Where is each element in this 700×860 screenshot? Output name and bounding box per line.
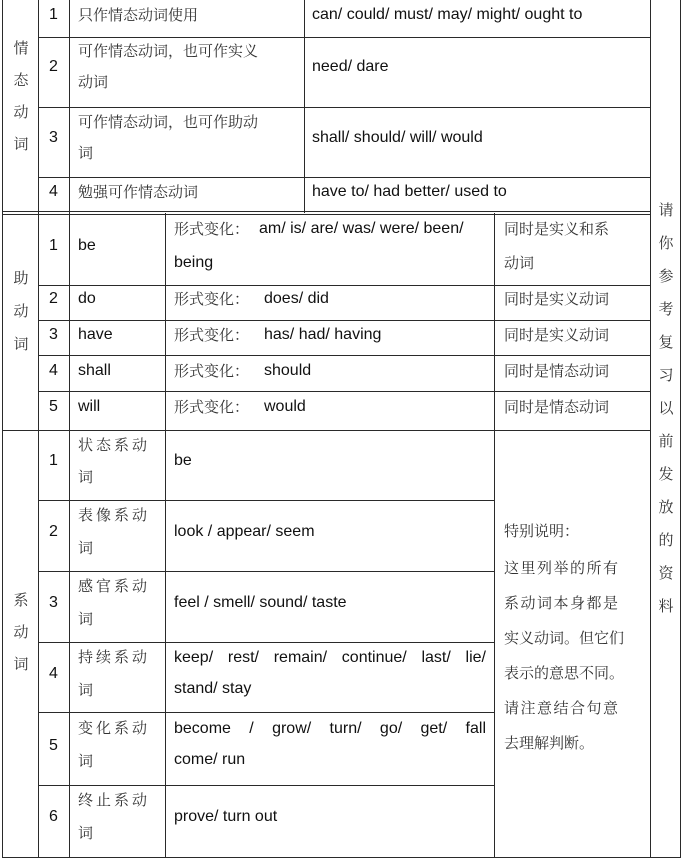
aux-forms: has/ had/ having <box>264 326 382 343</box>
vertical-char: 发 <box>658 465 674 483</box>
table-border <box>38 37 651 38</box>
vertical-char: 情 <box>13 39 29 57</box>
aux-word: shall <box>78 362 111 379</box>
vertical-char: 态 <box>13 71 29 89</box>
vertical-char: 系 <box>13 591 29 609</box>
aux-note: 动词 <box>504 254 535 272</box>
aux-note: 同时是情态动词 <box>504 362 610 380</box>
row-number: 4 <box>49 665 58 682</box>
row-number: 6 <box>49 808 58 825</box>
link-type: 词 <box>78 539 94 557</box>
link-words: prove/ turn out <box>174 808 278 825</box>
link-words: come/ run <box>174 751 246 768</box>
vertical-char: 参 <box>658 267 674 285</box>
link-type: 持续系动 <box>78 648 151 666</box>
special-note-line: 表示的意思不同。 <box>504 664 625 682</box>
link-type: 词 <box>78 752 94 770</box>
special-note-line: 这里列举的所有 <box>504 559 620 577</box>
special-note-title: 特别说明： <box>504 522 580 540</box>
table-border <box>38 285 651 286</box>
table-border <box>38 0 39 858</box>
link-type: 词 <box>78 468 94 486</box>
modal-desc: 词 <box>78 144 94 162</box>
row-number: 5 <box>49 737 58 754</box>
aux-forms: does/ did <box>264 290 329 307</box>
link-type: 感官系动 <box>78 577 151 595</box>
link-type: 词 <box>78 824 94 842</box>
vertical-char: 动 <box>13 103 29 121</box>
table-border <box>38 177 651 178</box>
vertical-char: 词 <box>13 135 29 153</box>
vertical-char: 助 <box>13 269 29 287</box>
link-type: 词 <box>78 681 94 699</box>
vertical-char: 的 <box>658 531 674 549</box>
row-number: 3 <box>49 129 58 146</box>
row-number: 2 <box>49 58 58 75</box>
aux-form-prefix: 形式变化： <box>174 398 250 416</box>
vertical-char: 动 <box>13 623 29 641</box>
table-border <box>2 214 651 215</box>
aux-note: 同时是实义和系 <box>504 220 610 238</box>
link-words: look / appear/ seem <box>174 523 315 540</box>
aux-forms: being <box>174 254 214 271</box>
row-number: 5 <box>49 398 58 415</box>
vertical-char: 词 <box>13 335 29 353</box>
special-note-line: 去理解判断。 <box>504 734 595 752</box>
vertical-char: 资 <box>658 564 674 582</box>
link-type: 状态系动 <box>78 436 151 454</box>
aux-forms: would <box>264 398 306 415</box>
special-note-line: 请注意结合句意 <box>504 699 620 717</box>
aux-forms: am/ is/ are/ was/ were/ been/ <box>259 220 464 237</box>
modal-desc: 可作情态动词，也可作实义 <box>78 42 259 60</box>
link-words: stand/ stay <box>174 680 252 697</box>
vertical-char: 动 <box>13 302 29 320</box>
row-number: 2 <box>49 290 58 307</box>
table-border <box>38 391 651 392</box>
link-words: keep/ rest/ remain/ continue/ last/ lie/ <box>174 649 486 666</box>
vertical-char: 复 <box>658 333 674 351</box>
aux-word: have <box>78 326 113 343</box>
link-words: be <box>174 452 192 469</box>
link-type: 终止系动 <box>78 791 151 809</box>
table-border <box>2 0 3 858</box>
row-number: 1 <box>49 237 58 254</box>
aux-form-prefix: 形式变化： <box>174 326 250 344</box>
row-number: 1 <box>49 452 58 469</box>
vertical-char: 习 <box>658 366 674 384</box>
row-number: 4 <box>49 362 58 379</box>
table-border <box>165 213 166 858</box>
aux-word: will <box>78 398 101 415</box>
table-border <box>38 642 495 643</box>
aux-form-prefix: 形式变化： <box>174 290 250 308</box>
aux-forms: should <box>264 362 312 379</box>
modal-desc: 动词 <box>78 73 109 91</box>
table-border <box>38 571 495 572</box>
table-border <box>38 712 495 713</box>
link-type: 词 <box>78 610 94 628</box>
group-label-linking <box>6 590 36 674</box>
table-border <box>38 107 651 108</box>
modal-words: can/ could/ must/ may/ might/ ought to <box>312 6 583 23</box>
side-note <box>652 200 680 616</box>
row-number: 3 <box>49 326 58 343</box>
aux-note: 同时是实义动词 <box>504 290 610 308</box>
modal-words: shall/ should/ will/ would <box>312 129 483 146</box>
link-type: 表像系动 <box>78 506 151 524</box>
table-border <box>38 500 495 501</box>
table-border <box>38 355 651 356</box>
group-label-modal <box>6 38 36 154</box>
vertical-char: 考 <box>658 300 674 318</box>
table-border <box>2 430 651 431</box>
group-label-auxiliary <box>6 268 36 354</box>
aux-note: 同时是情态动词 <box>504 398 610 416</box>
table-border <box>69 0 70 858</box>
aux-form-prefix: 形式变化： <box>174 362 250 380</box>
modal-words: have to/ had better/ used to <box>312 183 507 200</box>
table-border <box>2 211 651 212</box>
table-border <box>38 320 651 321</box>
row-number: 4 <box>49 183 58 200</box>
table-border <box>650 0 651 858</box>
special-note-line: 系动词本身都是 <box>504 594 620 612</box>
table-border <box>494 213 495 858</box>
modal-desc: 可作情态动词，也可作助动 <box>78 113 259 131</box>
link-words: become / grow/ turn/ go/ get/ fall <box>174 720 486 737</box>
link-words: feel / smell/ sound/ taste <box>174 594 347 611</box>
vertical-char: 料 <box>658 597 674 615</box>
aux-form-prefix: 形式变化： <box>174 220 250 238</box>
vertical-char: 词 <box>13 655 29 673</box>
vertical-char: 你 <box>658 234 674 252</box>
aux-word: be <box>78 237 96 254</box>
modal-desc: 只作情态动词使用 <box>78 6 199 24</box>
aux-word: do <box>78 290 96 307</box>
vertical-char: 以 <box>658 399 674 417</box>
table-border <box>38 785 495 786</box>
table-border <box>2 857 681 858</box>
aux-note: 同时是实义动词 <box>504 326 610 344</box>
link-type: 变化系动 <box>78 719 151 737</box>
modal-words: need/ dare <box>312 58 389 75</box>
row-number: 2 <box>49 523 58 540</box>
vertical-char: 放 <box>658 498 674 516</box>
special-note-line: 实义动词。但它们 <box>504 629 625 647</box>
modal-desc: 勉强可作情态动词 <box>78 183 199 201</box>
table-border <box>680 0 681 858</box>
row-number: 3 <box>49 594 58 611</box>
vertical-char: 请 <box>658 201 674 219</box>
vertical-char: 前 <box>658 432 674 450</box>
row-number: 1 <box>49 6 58 23</box>
